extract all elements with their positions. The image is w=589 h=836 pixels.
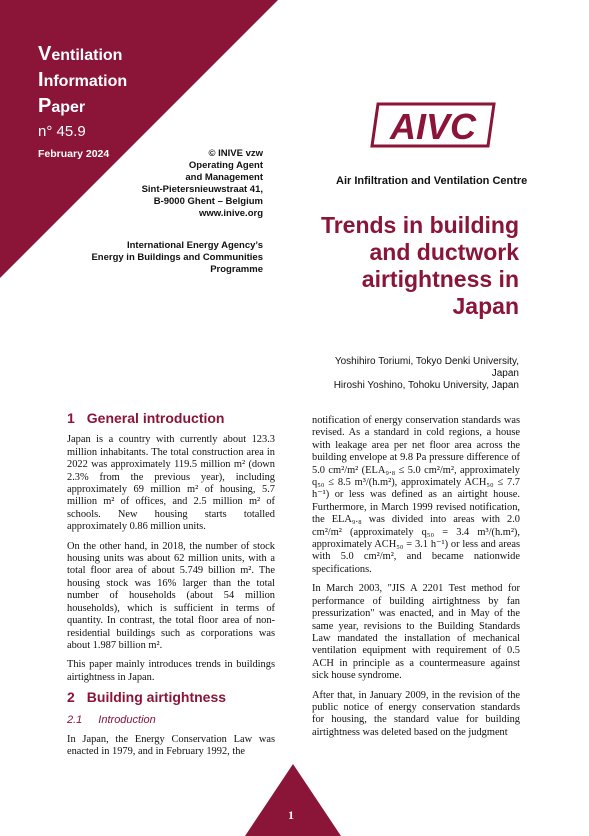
- iea-block: [91, 240, 263, 276]
- iea-line: Programme: [210, 264, 263, 275]
- title-line: Japan: [452, 293, 519, 319]
- subsection-heading-2-1: 2.1 Introduction: [67, 713, 156, 726]
- series-initial-v: V: [38, 43, 52, 65]
- paragraph: Japan is a country with currently about 123.3 million inhabitants. The total construction area in 2022 was approximately 119.5 million m² (down 2.3% from the previous year), including approximately 69 million m² of housing, 5.7 million m² of offices, and 2.5 million m² of schools. New housing starts totalled approximately 0.86 million units.: [67, 434, 275, 533]
- section-heading-1: 1 General introduction: [67, 410, 225, 426]
- paragraph: This paper mainly introduces trends in buildings airtightness in Japan.: [67, 659, 275, 683]
- paragraph: In March 2003, "JIS A 2201 Test method for performance of building airtightness by fan pressurization" was enacted, and in May of the same year, revisions to the Building Standards Law mandated the installation of mechanical ventilation equipment with requirement of 0.5 ACH in principle as a countermeasure against sick house syndrome.: [312, 583, 520, 682]
- series-word-paper: aper: [51, 99, 86, 116]
- title-line: and ductwork: [369, 239, 519, 265]
- paragraph: notification of energy conservation standards was revised. As a standard in cold regions, a house with leakage area per net floor area across the building envelope at 9.8 Pa pressure difference of 5.0 cm²/m² (ELA₉.₈ ≤ 5.0 cm²/m², approximately q₅₀ ≤ 8.5 m³/(h.m²), approximately ACH₅₀ ≤ 7.7 h⁻¹) or less was defined as an airtight house. Furthermore, in March 1999 revised notification, the ELA₉.₈ was divided into areas with 2.0 cm²/m² (approximately q₅₀ = 3.4 m³/(h.m²), approximately ACH₅₀ = 3.1 h⁻¹) or less and areas with 5.0 cm²/m², and became nationwide specifications.: [312, 415, 520, 575]
- page-number-tab: [245, 764, 341, 836]
- series-initial-p: P: [38, 95, 52, 117]
- paragraph: In Japan, the Energy Conservation Law was enacted in 1979, and in February 1992, the: [67, 733, 275, 758]
- series-initial-i: I: [38, 69, 44, 91]
- series-word-ventilation: entilation: [51, 47, 123, 64]
- author-line: Hiroshi Yoshino, Tohoku University, Japan: [333, 380, 519, 391]
- page-title: [290, 212, 519, 320]
- publication-date: February 2024: [38, 148, 110, 160]
- aivc-logo: [368, 100, 498, 150]
- page-number: 1: [288, 808, 294, 822]
- author-line: Yoshihiro Toriumi, Tokyo Denki University,: [334, 356, 519, 367]
- publisher-line: © INIVE vzw: [208, 148, 263, 159]
- title-line: airtightness in: [361, 266, 519, 292]
- publisher-line: B-9000 Ghent – Belgium: [153, 196, 263, 207]
- paragraph: After that, in January 2009, in the revision of the public notice of energy conservation standards for housing, the standard value for building airtightness was deleted based on the judgment: [312, 689, 520, 738]
- series-title: [38, 42, 127, 144]
- publisher-line: Sint-Pietersnieuwstraat 41,: [141, 184, 263, 195]
- paper-number: n° 45.9: [38, 123, 86, 140]
- publisher-block: [142, 148, 263, 220]
- author-line: Japan: [491, 368, 519, 379]
- right-column: [312, 415, 520, 746]
- authors: [334, 356, 519, 392]
- logo-text: AIVC: [389, 106, 477, 147]
- iea-line: International Energy Agency’s: [126, 240, 263, 251]
- publisher-line: Operating Agent: [188, 160, 263, 171]
- section-heading-2: 2 Building airtightness: [67, 689, 227, 706]
- publisher-website-link[interactable]: www.inive.org: [198, 208, 263, 219]
- series-word-information: nformation: [43, 73, 128, 90]
- paragraph: On the other hand, in 2018, the number of stock housing units was about 62 million units, with a total floor area of about 5.749 billion m². The housing stock was 16% larger than the total number of households (about 54 million households), which is sufficient in terms of quantity. In contrast, the total floor area of non-residential buildings such as corporations was about 1.987 billion m².: [67, 540, 275, 651]
- title-line: Trends in building: [320, 212, 519, 238]
- left-column: [67, 412, 275, 766]
- centre-name: Air Infiltration and Ventilation Centre: [336, 175, 528, 187]
- iea-line: Energy in Buildings and Communities: [91, 252, 263, 263]
- publisher-line: and Management: [185, 172, 263, 183]
